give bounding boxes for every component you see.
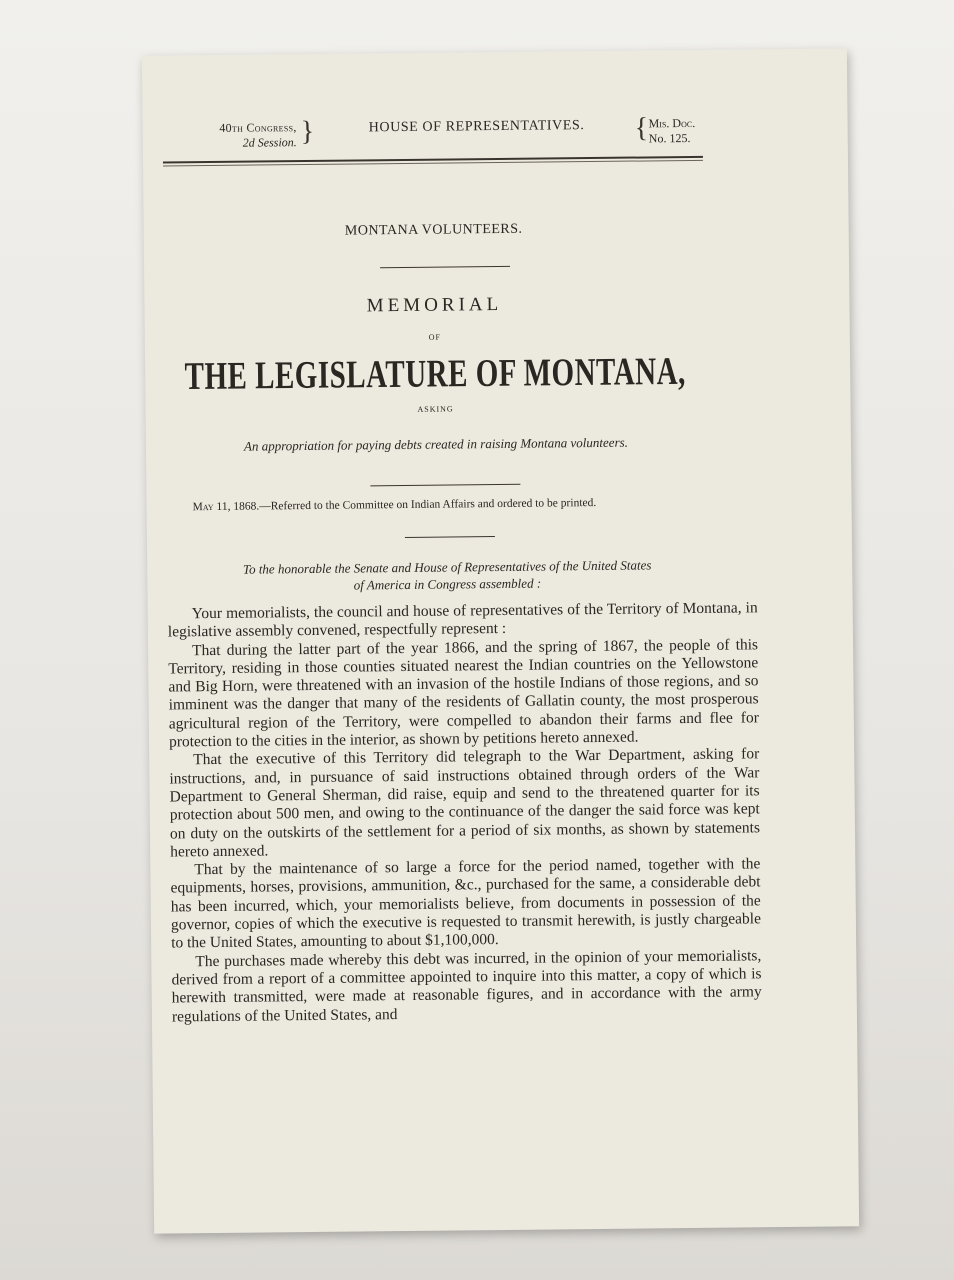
body-paragraph: That during the latter part of the year 1866, and the spring of 1867, the people of this Territory, residing in those counties situated nearest the Indian countries on the Yellowstone and Big Horn, were threatened with an invasion of the hostile Indians of those regions, and so imminent was the danger that many of the residents of Gallatin county, the most prosperous agricultural region of the Territory, were compelled to abandon their farms and flee for protection to the cities in the interior, as shown by petitions hereto annexed. bbox=[168, 635, 759, 751]
body-paragraph: That the executive of this Territory did telegraph to the War Department, asking for instructions, and, in pursuance of said instructions obtained through orders of the War Department to General Sherman, did raise, equip and send to the threatened quarter for its protection about 500 men, and owing to the continuance of the danger the said force was kept on duty on the outskirts of the settlement for a period of six months, as shown by statements hereto annexed. bbox=[169, 745, 761, 861]
congress-session bbox=[179, 120, 297, 151]
document-page bbox=[142, 48, 859, 1233]
address-salutation bbox=[167, 556, 727, 596]
congress-label: 40th Congress, bbox=[219, 120, 297, 135]
divider-rule bbox=[380, 266, 510, 268]
body-paragraph: The purchases made whereby this debt was incurred, in the opinion of your memorialists, derived from a report of a committee appointed to inquire into this matter, a copy of which is herewith transmitted, were made at reasonable figures, and in accordance with the army regulations of the United States, and bbox=[171, 946, 762, 1025]
doc-type-label: Mis. Doc. bbox=[648, 115, 696, 131]
doc-number-block bbox=[649, 116, 729, 147]
asking-label: ASKING bbox=[417, 404, 454, 414]
subject-heading: MONTANA VOLUNTEERS. bbox=[344, 221, 523, 239]
body-paragraph: That by the maintenance of so large a force for the period named, together with the equipments, horses, provisions, ammunition, &c., purchased for the same, a considerable debt has been incurred, which, your memorialists believe, from documents in possession of the governor, copies of which the executive is requested to transmit herewith, is justly chargeable to the United States, amounting to about $1,100,000. bbox=[170, 855, 762, 952]
purpose-line: An appropriation for paying debts created in raising Montana volunteers. bbox=[243, 434, 628, 454]
document-header bbox=[168, 112, 708, 158]
memorial-body bbox=[168, 599, 762, 1026]
body-paragraph: Your memorialists, the council and house of representatives of the Territory of Montana, in legislative assembly convened, respectfully represent : bbox=[167, 599, 758, 641]
document-title: THE LEGISLATURE OF MONTANA, bbox=[184, 350, 687, 399]
address-line: To the honorable the Senate and House of Representatives of the United States bbox=[242, 557, 652, 577]
divider-rule bbox=[405, 536, 495, 538]
brace-right: { bbox=[634, 112, 649, 144]
memorial-heading: MEMORIAL bbox=[366, 293, 503, 317]
brace-left: } bbox=[300, 115, 315, 148]
referral-note bbox=[177, 495, 753, 513]
referral-date: May 11, 1868. bbox=[192, 500, 260, 514]
house-label: HOUSE OF REPRESENTATIVES. bbox=[368, 118, 585, 136]
address-line: of America in Congress assembled : bbox=[353, 575, 542, 593]
doc-number-label: No. 125. bbox=[648, 130, 691, 146]
divider-rule bbox=[370, 484, 520, 487]
of-label: OF bbox=[428, 332, 441, 342]
referral-text: —Referred to the Committee on Indian Affairs and ordered to be printed. bbox=[259, 496, 597, 513]
session-label: 2d Session. bbox=[242, 135, 297, 150]
